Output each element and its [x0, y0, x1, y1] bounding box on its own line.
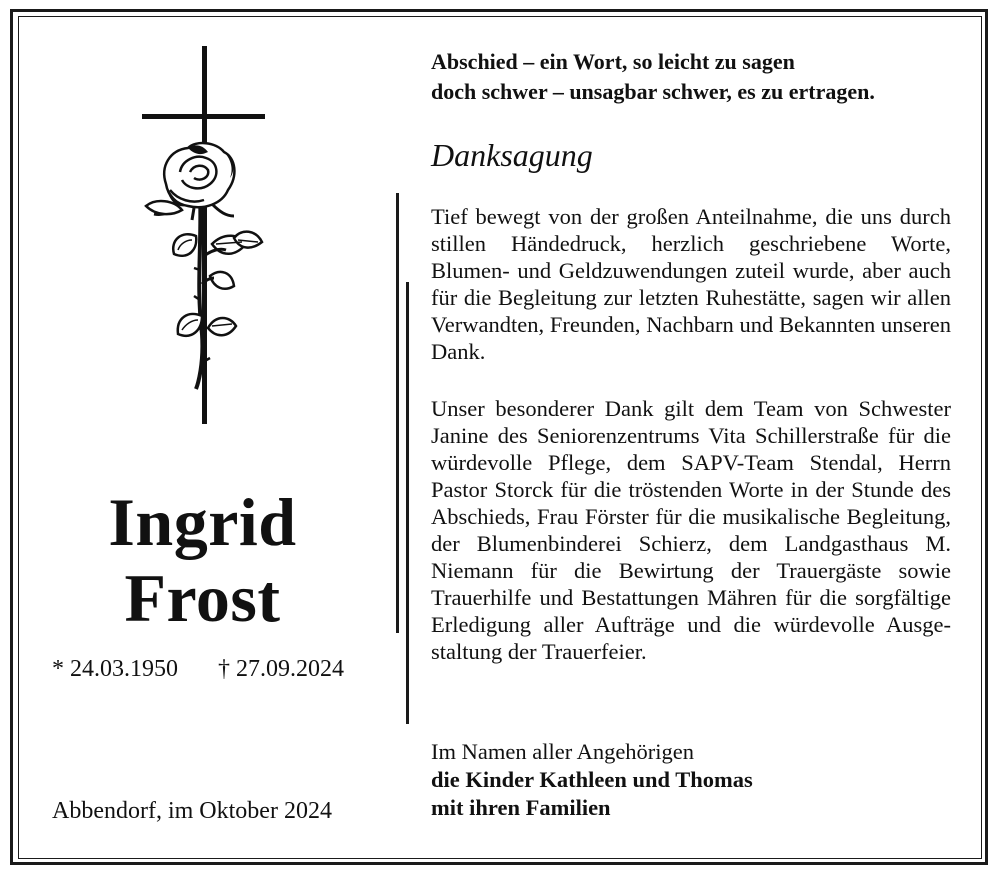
divider-line: [406, 282, 409, 724]
thanks-paragraph-1: Tief bewegt von der großen Anteilnahme, die uns durch stillen Händedruck, herzlich geschriebene Worte, Blumen- und Geldzuwendungen zuteil wurde, aber auch für die Begleitung zur letzten Ruhestätte, sagen wir allen Verwandten, Freunden, Nachbarn und Bekannten unseren Dank.: [431, 204, 951, 364]
birth-date: * 24.03.1950: [52, 656, 178, 682]
signature-line-3: mit ihren Familien: [431, 795, 611, 820]
thanks-paragraph-2: Unser besonderer Dank gilt dem Team von Schwester Janine des Seniorenzentrums Vita Schillerstraße für die würdevolle Pflege, dem SAPV-Team Stendal, Herrn Pastor Storck für die tröstenden Worte in der Stunde des Abschieds, Frau Förster für die musikalische Begleitung, der Blumenbinderei Schierz, dem Landgasthaus M. Niemann für die Bewirtung der Trauergäste sowie Trauerhilfe und Bestattungen Mähren für die sorgfältige Erledigung aller Aufträge und die würdevolle Ausgestaltung der Trauerfeier.: [431, 396, 951, 664]
deceased-last-name: Frost: [124, 560, 281, 636]
place-and-date: Abbendorf, im Oktober 2024: [52, 798, 332, 824]
death-date: † 27.09.2024: [218, 656, 344, 682]
signature-block: [431, 738, 753, 822]
signature-line-1: Im Namen aller Angehörigen: [431, 739, 695, 764]
headline-line-2: doch schwer – unsagbar schwer, es zu ertragen.: [431, 79, 875, 104]
signature-line-2: die Kinder Kathleen und Thomas: [431, 767, 753, 792]
cross-with-rose-icon: [130, 44, 280, 429]
section-heading: Danksagung: [431, 137, 593, 173]
deceased-first-name: Ingrid: [108, 484, 297, 560]
divider-line: [396, 193, 399, 633]
headline: [431, 47, 971, 107]
headline-line-1: Abschied – ein Wort, so leicht zu sagen: [431, 49, 795, 74]
